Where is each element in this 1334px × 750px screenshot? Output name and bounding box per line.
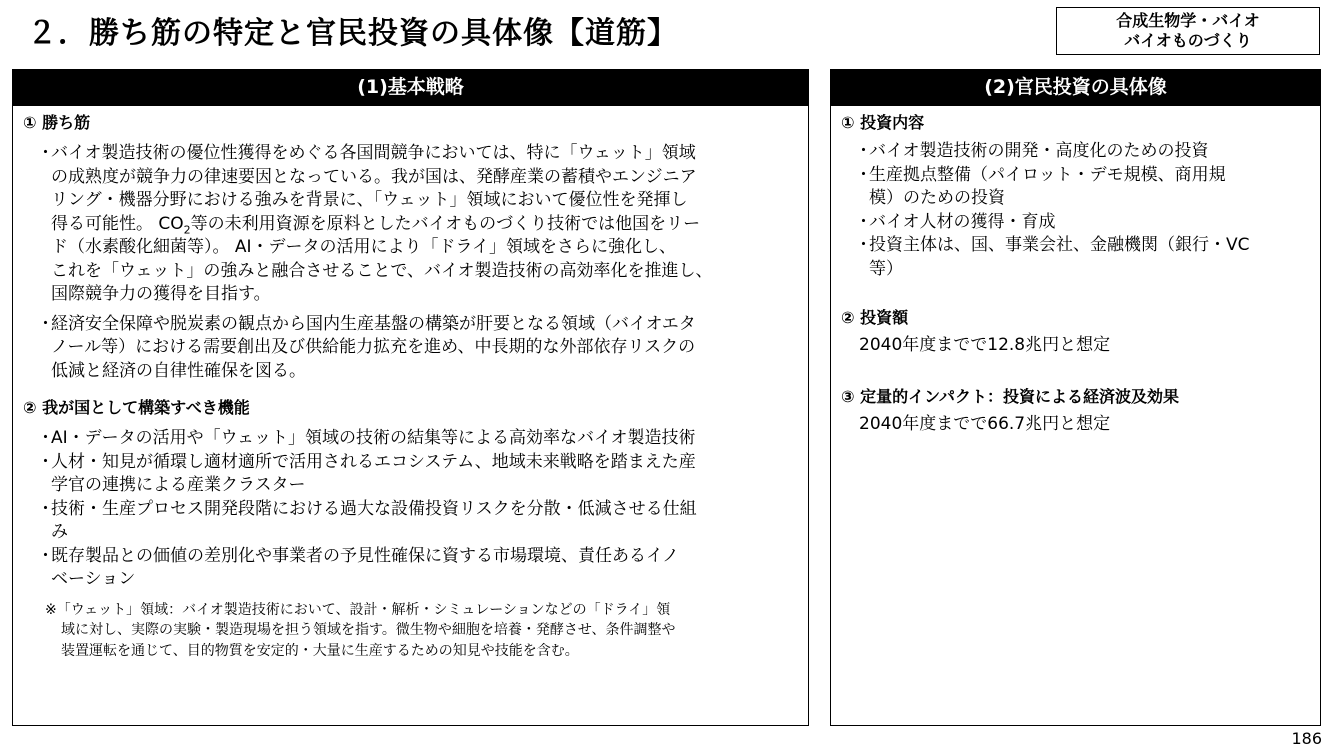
wet-domain-footnote xyxy=(23,600,798,662)
bullet-mark: ・ xyxy=(37,143,54,163)
text-line: の成熟度が競争力の律速要因となっている。我が国は、発酵産業の蓄積やエンジニア xyxy=(51,166,697,187)
investment-bullet-1 xyxy=(841,140,1310,164)
investment-bullet-4 xyxy=(841,234,1310,281)
bullet-mark: ・ xyxy=(37,498,54,519)
economic-impact-text: 2040年度までで66.7兆円と想定 xyxy=(859,413,1111,434)
text-line: み xyxy=(51,522,68,542)
basic-strategy-header: (1)基本戦略 xyxy=(13,70,808,106)
category-tag-line2: バイオものづくり xyxy=(1124,31,1252,50)
text-line: 等の未利用資源を原料としたバイオものづくり技術では他国をリー xyxy=(190,213,701,234)
bullet-mark: ・ xyxy=(37,313,54,334)
bullet-mark: ・ xyxy=(37,428,54,448)
text-line: リング・機器分野における強みを背景に、「ウェット」領域において優位性を発揮し xyxy=(51,190,688,210)
text-line: バイオ人材の獲得・育成 xyxy=(869,211,1056,232)
text-line: バイオ製造技術の優位性獲得をめぐる各国間競争においては、特に「ウェット」領域 xyxy=(51,143,696,163)
text-line: 域に対し、実際の実験・製造現場を担う領域を指す。微生物や細胞を培養・発酵させ、条件調整や xyxy=(61,622,676,638)
investment-bullet-3 xyxy=(841,211,1310,235)
text-line: 経済安全保障や脱炭素の観点から国内生産基盤の構築が肝要となる領域（バイオエタ xyxy=(51,313,696,334)
text-line: 得る可能性。 CO xyxy=(51,213,184,234)
basic-strategy-body xyxy=(13,106,808,661)
text-line: 既存製品との価値の差別化や事業者の予見性確保に資する市場環境、責任あるイノ xyxy=(51,545,679,566)
text-line: 装置運転を通じて、目的物質を安定的・大量に生産するための知見や技能を含む。 xyxy=(61,642,579,659)
text-line: ノール等）における需要創出及び供給能力拡充を進め、中長期的な外部依存リスクの xyxy=(51,337,696,357)
category-tag-line1: 合成生物学・バイオ xyxy=(1116,11,1260,30)
bullet-mark: ・ xyxy=(855,164,872,185)
category-tag xyxy=(1056,7,1320,55)
investment-amount-text: 2040年度までで12.8兆円と想定 xyxy=(859,335,1111,355)
functions-bullet-3 xyxy=(23,498,798,545)
text-line: バイオ製造技術の開発・高度化のための投資 xyxy=(869,141,1209,161)
bullet-mark: ・ xyxy=(855,141,872,161)
functions-heading: ② 我が国として構築すべき機能 xyxy=(23,398,250,417)
text-line: 投資主体は、国、事業会社、金融機関（銀行・VC xyxy=(869,235,1250,255)
investment-panel xyxy=(830,69,1321,726)
text-line: ※「ウェット」領域：バイオ製造技術において、設計・解析・シミュレーションなどの「ドライ」領 xyxy=(45,601,671,618)
winning-path-bullet-2 xyxy=(23,313,798,384)
economic-impact-heading: ③ 定量的インパクト：投資による経済波及効果 xyxy=(841,386,1179,406)
bullet-mark: ・ xyxy=(855,235,872,255)
investment-amount-heading: ② 投資額 xyxy=(841,308,909,327)
functions-bullet-1 xyxy=(23,427,798,451)
text-line: 低減と経済の自律性確保を図る。 xyxy=(51,360,306,381)
investment-content-heading: ① 投資内容 xyxy=(841,113,925,132)
winning-path-bullet-1 xyxy=(23,142,798,307)
text-line: AI・データの活用や「ウェット」領域の技術の結集等による高効率なバイオ製造技術 xyxy=(51,428,696,448)
page-number: 186 xyxy=(1291,729,1322,748)
text-line: ド（水素酸化細菌等）。 AI・データの活用により「ドライ」領域をさらに強化し、 xyxy=(51,237,677,257)
text-line: 模）のための投資 xyxy=(869,188,1005,208)
bullet-mark: ・ xyxy=(37,451,54,472)
text-line: ベーション xyxy=(51,569,136,589)
winning-path-heading: ① 勝ち筋 xyxy=(23,113,91,132)
basic-strategy-panel xyxy=(12,69,809,726)
text-line: 生産拠点整備（パイロット・デモ規模、商用規 xyxy=(869,164,1226,185)
text-line: 技術・生産プロセス開発段階における過大な設備投資リスクを分散・低減させる仕組 xyxy=(51,498,697,519)
investment-header: (2)官民投資の具体像 xyxy=(831,70,1320,106)
text-line: 人材・知見が循環し適材適所で活用されるエコシステム、地域未来戦略を踏まえた産 xyxy=(51,451,696,472)
investment-bullet-2 xyxy=(841,164,1310,211)
functions-bullet-2 xyxy=(23,451,798,498)
text-line: これを「ウェット」の強みと融合させることで、バイオ製造技術の高効率化を推進し、 xyxy=(51,260,713,281)
text-line: 等） xyxy=(869,258,903,279)
investment-body xyxy=(831,106,1320,436)
functions-bullet-4 xyxy=(23,545,798,592)
bullet-mark: ・ xyxy=(855,211,872,232)
text-line: 学官の連携による産業クラスター xyxy=(51,475,306,495)
co2-subscript: 2 xyxy=(183,222,191,236)
page-title: ２．勝ち筋の特定と官民投資の具体像【道筋】 xyxy=(27,16,678,51)
bullet-mark: ・ xyxy=(37,545,54,566)
text-line: 国際競争力の獲得を目指す。 xyxy=(51,284,271,304)
